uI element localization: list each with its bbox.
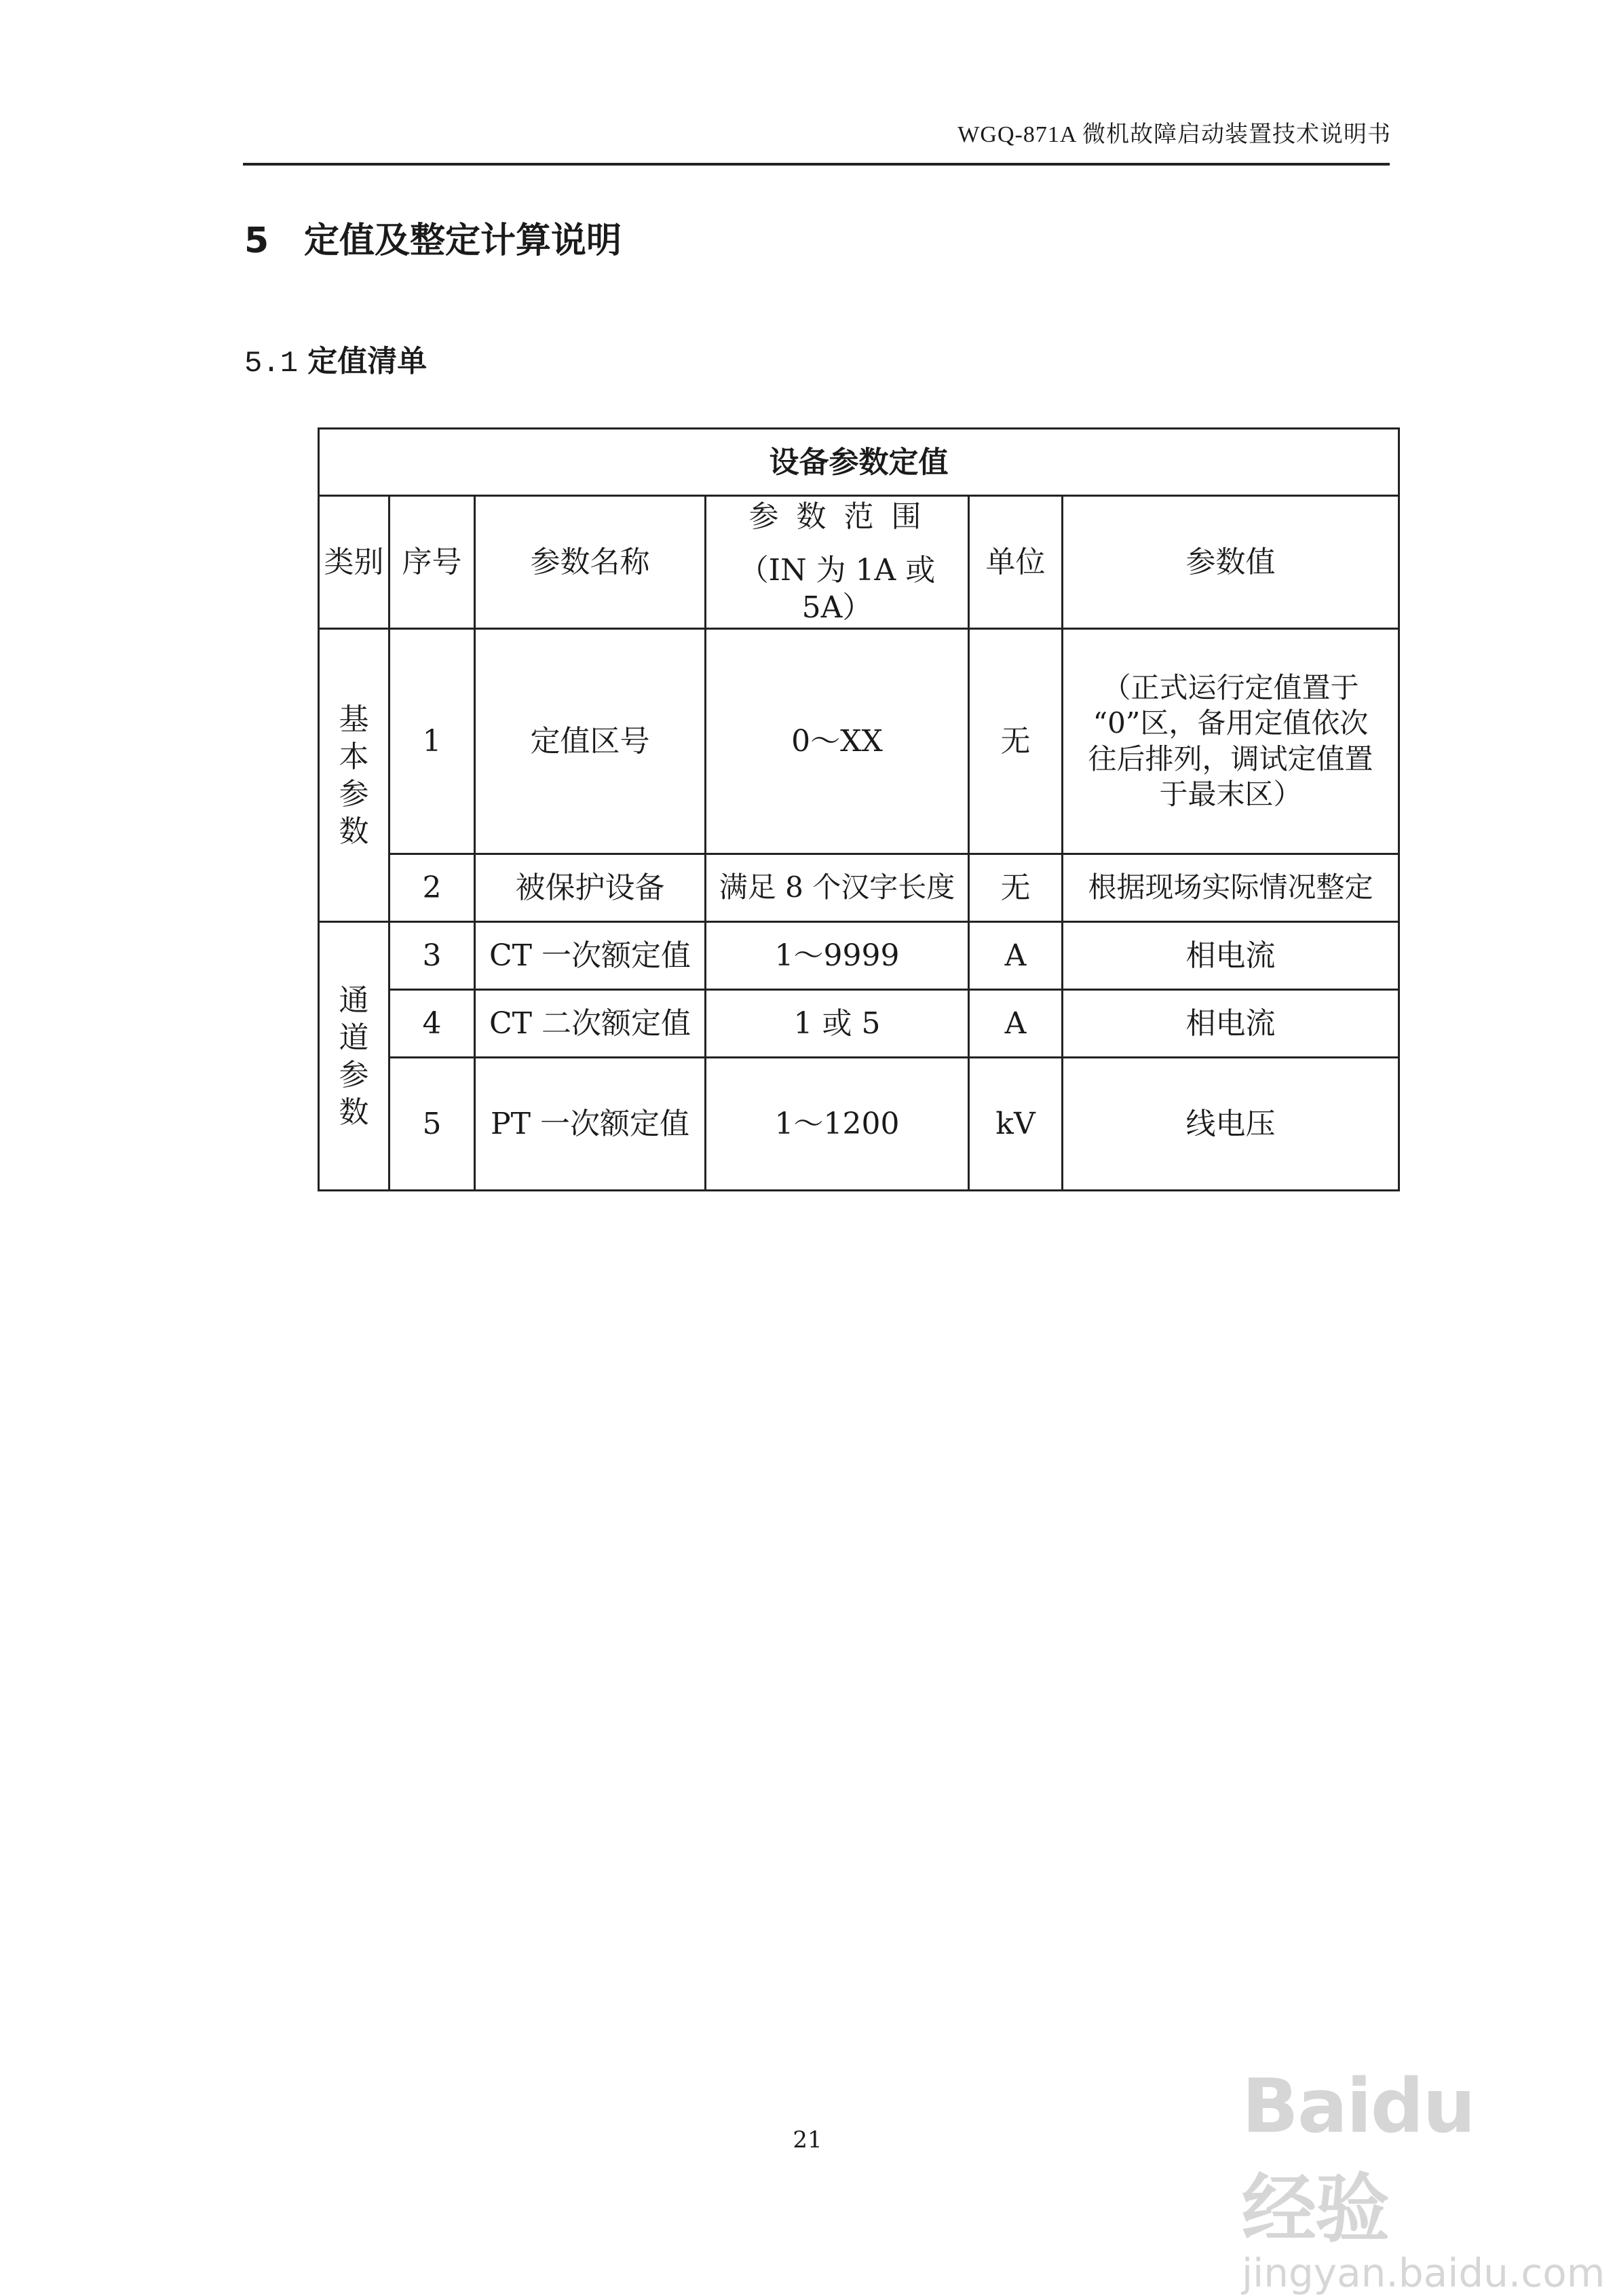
table-row (319, 854, 1399, 922)
header-unit: 单位 (969, 496, 1063, 629)
row-name: 被保护设备 (475, 854, 706, 922)
running-header: WGQ-871A 微机故障启动装置技术说明书 (957, 122, 1391, 147)
category-char: 通 (339, 982, 369, 1018)
row-unit: A (969, 922, 1063, 990)
row-value-line: “0”区，备用定值依次 (1092, 706, 1369, 740)
row-name: 定值区号 (475, 629, 706, 854)
row-value-line: （正式运行定值置于 (1102, 670, 1359, 704)
row-value: 相电流 (1063, 990, 1399, 1058)
watermark-logo: Baidu经验 (1242, 2063, 1475, 2253)
category-char: 数 (339, 1094, 369, 1130)
row-range: 0～XX (706, 629, 969, 854)
section-heading (244, 212, 622, 263)
category-char: 数 (339, 814, 369, 849)
parameter-table (318, 427, 1400, 1191)
row-unit: 无 (969, 629, 1063, 854)
category-char: 本 (339, 739, 369, 774)
row-range: 1～1200 (706, 1058, 969, 1191)
header-range-line2: （IN 为 1A 或 5A） (738, 553, 936, 625)
category-char: 基 (339, 702, 369, 737)
page-number: 21 (793, 2126, 822, 2154)
row-range: 1 或 5 (706, 990, 969, 1058)
row-index: 3 (390, 922, 475, 990)
row-index: 1 (390, 629, 475, 854)
category-char: 道 (339, 1020, 369, 1055)
row-range: 1～9999 (706, 922, 969, 990)
header-category: 类别 (319, 496, 390, 629)
row-name: CT 二次额定值 (475, 990, 706, 1058)
watermark-url: jingyan.baidu.com (1242, 2250, 1606, 2296)
table-row (319, 629, 1399, 854)
row-unit: 无 (969, 854, 1063, 922)
table-row (319, 922, 1399, 990)
header-rule (243, 163, 1390, 166)
category-channel (319, 922, 390, 1191)
subsection-title: 定值清单 (307, 344, 428, 379)
subsection-number: 5.1 (244, 347, 299, 381)
row-value (1063, 629, 1399, 854)
row-value-line: 往后排列，调试定值置 (1088, 742, 1373, 776)
section-number: 5 (244, 221, 269, 261)
table-row (319, 1058, 1399, 1191)
row-name: CT 一次额定值 (475, 922, 706, 990)
row-index: 2 (390, 854, 475, 922)
category-char: 参 (339, 1057, 369, 1092)
row-value: 根据现场实际情况整定 (1063, 854, 1399, 922)
baidu-watermark (1242, 2063, 1606, 2296)
row-value: 相电流 (1063, 922, 1399, 990)
row-unit: kV (969, 1058, 1063, 1191)
category-char: 参 (339, 776, 369, 811)
header-range-line1: 参 数 范 围 (748, 499, 926, 534)
header-value: 参数值 (1063, 496, 1399, 629)
header-name: 参数名称 (475, 496, 706, 629)
section-title: 定值及整定计算说明 (304, 221, 622, 261)
row-name: PT 一次额定值 (475, 1058, 706, 1191)
row-value: 线电压 (1063, 1058, 1399, 1191)
row-unit: A (969, 990, 1063, 1058)
subsection-heading (244, 337, 427, 381)
table-caption-row (319, 429, 1399, 496)
category-basic (319, 629, 390, 922)
header-index: 序号 (390, 496, 475, 629)
table-row (319, 990, 1399, 1058)
table-header-row (319, 496, 1399, 629)
row-value-line: 于最末区） (1159, 778, 1302, 811)
row-index: 5 (390, 1058, 475, 1191)
row-range: 满足 8 个汉字长度 (706, 854, 969, 922)
row-index: 4 (390, 990, 475, 1058)
table-caption: 设备参数定值 (319, 429, 1399, 496)
header-range (706, 496, 969, 629)
